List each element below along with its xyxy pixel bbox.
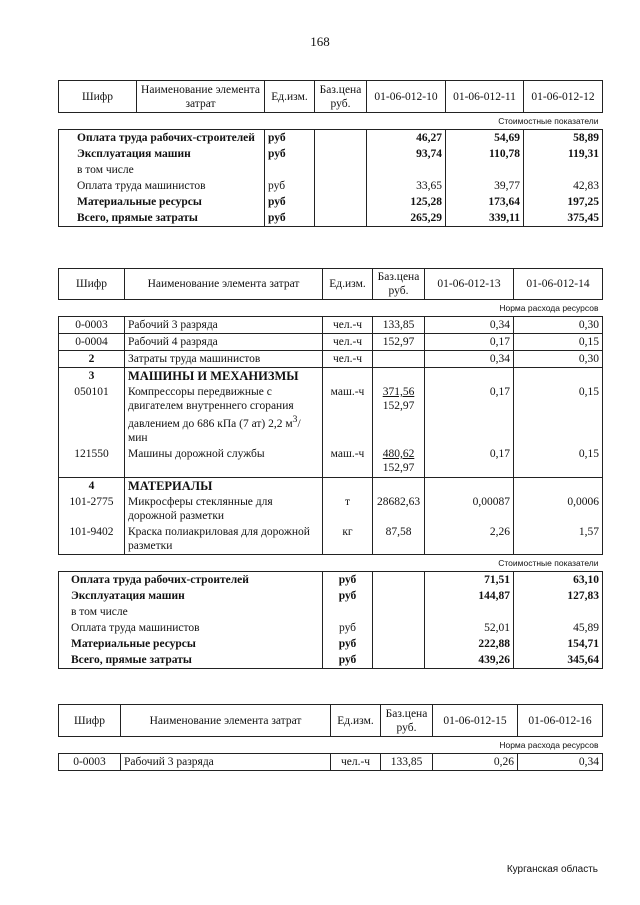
section-label: Норма расхода ресурсов [59,737,603,754]
table-row: Оплата труда машинистов руб 52,01 45,89 [59,620,603,636]
header-code: Шифр [59,705,121,737]
header-price: Баз.цена руб. [373,269,425,300]
table-row: Оплата труда машинистов руб 33,65 39,77 42,83 [59,178,603,194]
header-price: Баз.цена руб. [315,81,367,113]
table-row: Всего, прямые затраты руб 265,29 339,11 375,45 [59,210,603,227]
table-row: Эксплуатация машин руб 93,74 110,78 119,31 [59,146,603,162]
section-label: Стоимостные показатели [59,113,603,130]
header-name: Наименование элемента затрат [125,269,323,300]
header-unit: Ед.изм. [323,269,373,300]
table-row: 121550 Машины дорожной службы маш.-ч 480,62 152,97 0,17 0,15 [59,446,603,478]
table-row: Оплата труда рабочих-строителей руб 71,51 63,10 [59,572,603,589]
table-row: 0-0004 Рабочий 4 разряда чел.-ч 152,97 0,17 0,15 [59,334,603,351]
section-label: Стоимостные показатели [59,555,603,572]
cost-table-10-12 [58,80,603,227]
header-unit: Ед.изм. [265,81,315,113]
section-label: Норма расхода ресурсов [59,300,603,317]
table-header [59,81,603,113]
cost-table-13-14 [58,268,603,669]
header-col-11: 01-06-012-11 [446,81,524,113]
header-unit: Ед.изм. [331,705,381,737]
group-row: 3 МАШИНЫ И МЕХАНИЗМЫ [59,368,603,385]
group-row: 4 МАТЕРИАЛЫ [59,478,603,495]
table-row: Материальные ресурсы руб 125,28 173,64 197,25 [59,194,603,210]
table-row: в том числе [59,604,603,620]
cost-table-15-16 [58,704,603,771]
table-row: 101-9402 Краска полиакриловая для дорожной разметки кг 87,58 2,26 1,57 [59,524,603,555]
header-name: Наименование элемента затрат [137,81,265,113]
table-row: Эксплуатация машин руб 144,87 127,83 [59,588,603,604]
table-header [59,705,603,737]
table-row: Оплата труда рабочих-строителей руб 46,27 54,69 58,89 [59,130,603,147]
table-row: Материальные ресурсы руб 222,88 154,71 [59,636,603,652]
header-name: Наименование элемента затрат [121,705,331,737]
header-code: Шифр [59,269,125,300]
table-row: 0-0003 Рабочий 3 разряда чел.-ч 133,85 0,34 0,30 [59,317,603,334]
page-number: 168 [310,34,330,49]
table-row: 101-2775 Микросферы стеклянные для дорожной разметки т 28682,63 0,00087 0,0006 [59,494,603,524]
header-col-12: 01-06-012-12 [524,81,603,113]
header-col-16: 01-06-012-16 [518,705,603,737]
header-price: Баз.цена руб. [381,705,433,737]
header-col-13: 01-06-012-13 [425,269,514,300]
table-header [59,269,603,300]
header-col-15: 01-06-012-15 [433,705,518,737]
table-row: 2 Затраты труда машинистов чел.-ч 0,34 0,30 [59,351,603,368]
table-row: 050101 Компрессоры передвижные с двигателем внутреннего сгорания давлением до 686 кПа (7 ат) 2,2 $м^3$/мин маш.-ч 371,56 152,97 0,17 0,15 [59,384,603,446]
table-row: в том числе [59,162,603,178]
header-col-14: 01-06-012-14 [514,269,603,300]
header-col-10: 01-06-012-10 [367,81,446,113]
table-row: 0-0003 Рабочий 3 разряда чел.-ч 133,85 0,26 0,34 [59,754,603,771]
header-code: Шифр [59,81,137,113]
footer-region: Курганская область [506,864,598,875]
table-row: Всего, прямые затраты руб 439,26 345,64 [59,652,603,669]
